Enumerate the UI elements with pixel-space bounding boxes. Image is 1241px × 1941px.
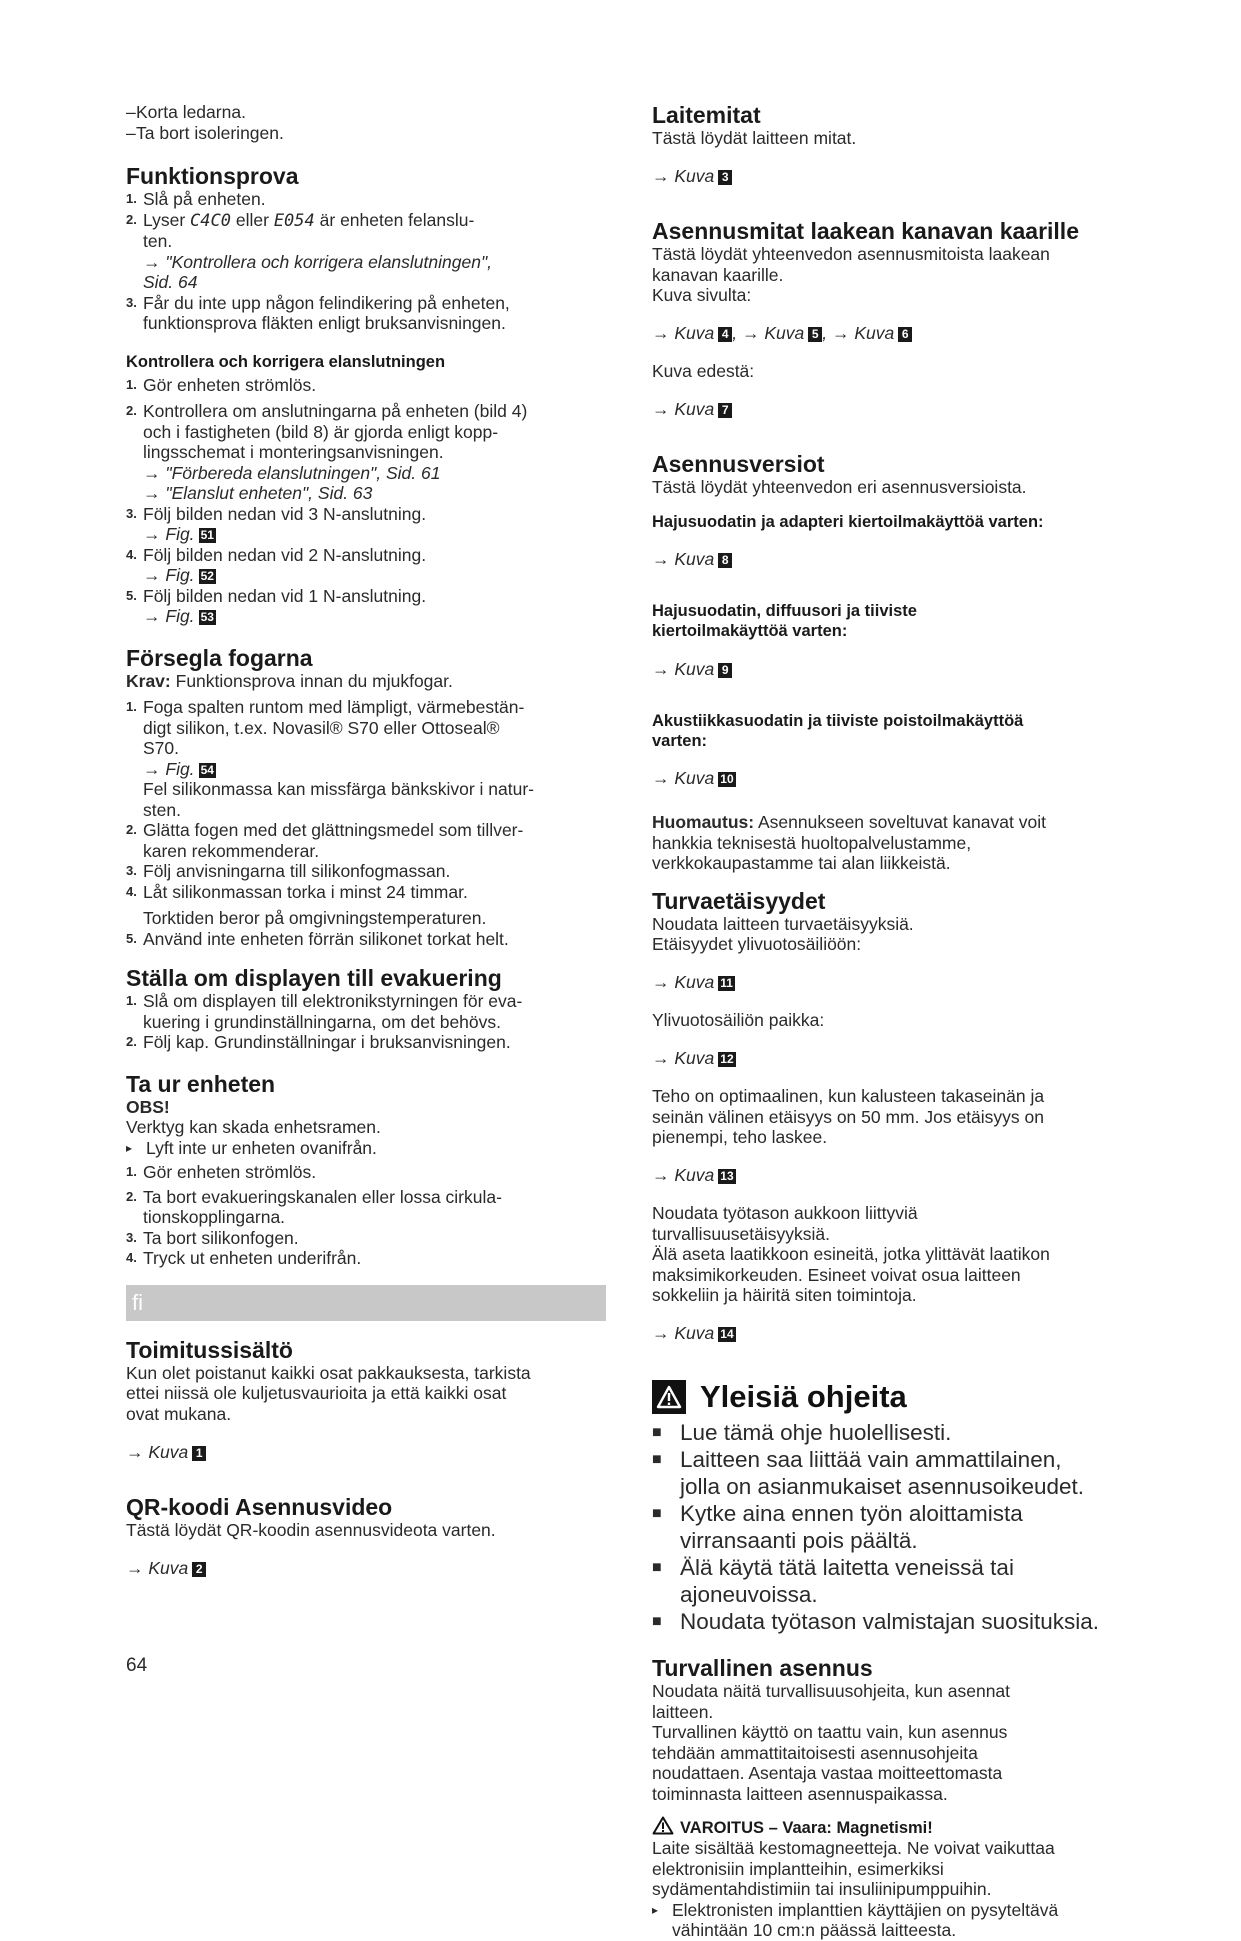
step-note: Torktiden beror på omgivningstemperaturen.: [143, 908, 487, 928]
section-title-funktionsprova: Funktionsprova: [126, 163, 299, 189]
bullet-list: [652, 1419, 1132, 1635]
language-bar: fi: [126, 1285, 606, 1321]
figure-badge: 12: [720, 1052, 734, 1066]
section-title-asennusmitat: Asennusmitat laakean kanavan kaarille: [652, 218, 1079, 244]
section-title-taur: Ta ur enheten: [126, 1070, 276, 1097]
section-title-turvallinen: Turvallinen asennus: [652, 1655, 873, 1681]
step-item: 5. Följ bilden nedan vid 1 N-anslutning. → Fig. 53: [126, 585, 427, 626]
section-title-turvaetaisyydet: Turvaetäisyydet: [652, 887, 826, 914]
step-item: 1. Gör enheten strömlös.: [126, 1162, 317, 1182]
step-item: 4. Låt silikonmassan torka i minst 24 timmar.: [126, 881, 468, 902]
warning-icon: [652, 1380, 686, 1414]
figure-badge: 53: [200, 610, 214, 624]
list-item: ■ Kytke aina ennen työn aloittamista virransaanti pois päältä.: [652, 1501, 1023, 1553]
display-code: E054: [273, 210, 315, 231]
action-item: ▸ Elektronisten implanttien käyttäjien on pysyteltävä vähintään 10 cm:n päässä laitteesta.: [652, 1899, 1059, 1940]
list-item: ■ Noudata työtason valmistajan suosituksia.: [652, 1609, 1099, 1634]
section-title-laitemitat: Laitemitat: [652, 102, 761, 128]
step-item: 1. Slå på enheten.: [126, 189, 266, 209]
subheading: Hajusuodatin ja adapteri kiertoilmakäyttöä varten:: [652, 512, 1044, 531]
figure-badge: 52: [200, 569, 214, 583]
figure-badge: 14: [720, 1327, 734, 1341]
section-title-yleisia: Yleisiä ohjeita: [652, 1379, 1132, 1415]
list-item: ■ Lue tämä ohje huolellisesti.: [652, 1420, 952, 1445]
step-item: 3. Får du inte upp någon felindikering på enheten, funktionsprova fläkten enligt bruksanvisningen.: [126, 292, 510, 333]
section-title-forsegla: Försegla fogarna: [126, 644, 313, 671]
step-item: 1. Foga spalten runtom med lämpligt, värmebestän- digt silikon, t.ex. Novasil® S70 eller Ottoseal® S70. → Fig. 54 Fel silikonmassa kan missfärga bänkskivor i natur- sten.: [126, 697, 534, 820]
step-item: 5. Använd inte enheten förrän silikonet torkat helt.: [126, 928, 509, 949]
section-title-toimitus: Toimitussisältö: [126, 1336, 293, 1363]
display-code: C4C0: [190, 210, 231, 231]
figure-badge: 3: [718, 170, 732, 185]
figure-badge: 54: [200, 762, 214, 777]
figure-badge: 7: [718, 403, 732, 418]
figure-badge: 5: [808, 327, 822, 342]
list-item: ■ Laitteen saa liittää vain ammattilainen, jolla on asianmukaiset asennusoikeudet.: [652, 1447, 1085, 1499]
figure-badge: 10: [720, 772, 734, 786]
figure-badge: 11: [720, 976, 733, 990]
step-item: 1. Gör enheten strömlös.: [126, 374, 317, 395]
figure-badge: 4: [718, 327, 732, 342]
section-title-kontrollera: Kontrollera och korrigera elanslutningen: [126, 352, 446, 371]
figure-badge: 13: [720, 1169, 734, 1183]
step-item: 4. Följ bilden nedan vid 2 N-anslutning. → Fig. 52: [126, 544, 427, 585]
step-item: 3. Följ bilden nedan vid 3 N-anslutning. → Fig. 51: [126, 503, 427, 544]
figure-badge: 1: [192, 1446, 206, 1461]
list-item: ■ Älä käytä tätä laitetta veneissä tai ajoneuvoissa.: [652, 1555, 1014, 1607]
step-item: 2. Följ kap. Grundinställningar i bruksanvisningen.: [126, 1032, 511, 1052]
subheading: Akustiikkasuodatin ja tiiviste poistoilmakäyttöä varten:: [652, 711, 1024, 750]
step-item: 2. Ta bort evakueringskanalen eller lossa cirkula- tionskopplingarna.: [126, 1186, 502, 1227]
right-column: Laitemitat Tästä löydät laitteen mitat. → Kuva 3 Asennusmitat laakean kanavan kaarille Tästä löydät yhteenvedon asennusmitoista laakean kanavan kaarille. Kuva sivulta: → Kuva 4 , → Kuva 5 , → Kuva 6 Kuva edestä: → Kuva 7 Asennusversiot Tästä löydät yhteenvedon eri asennusversioista. Hajusuodatin ja adapteri kiertoilmakäyttöä varten: → Kuva 8 Hajusuodatin, diffuusori ja tiiviste kiertoilmakäyttöä varten: → Kuva 9 Akustiikkasuodatin ja tiiviste poistoilmakäyttöä varten: → Kuva 10 Huomautus: Asennukseen soveltuvat kanavat voit hankkia teknisestä huoltopalvelustamme, verkkokaupastamme tai alan liikkeistä. Turvaetäisyydet Noudata laitteen turvaetäisyyksiä. Etäisyydet ylivuotosäiliöön: → Kuva 11 Ylivuotosäiliön paikka: → Kuva 12 Teho on optimaalinen, kun kalusteen takaseinän ja seinän välinen etäisyys on 50 mm. Jos etäisyys on pienempi, teho laskee. → Kuva 13 Noudata työtason aukkoon liittyviä turvallisuusetäisyyksiä. Älä aseta laatikkoon esineitä, jotka ylittävät laatikon maksimikorkeuden. Esineet voivat osua laitteen sokkeliin ja häiritä siten toimintoja. → Kuva 14 Yleisiä ohjeita ■ Lue tämä ohje huolellisesti. ■ Laitteen saa liittää vain ammattilainen, jolla on asianmukaiset asennusoikeudet. ■ Kytke aina ennen työn aloittamista virransaanti pois päältä. ■ Älä käytä tätä laitetta veneissä tai ajoneuvoissa. ■ Noudata työtason valmistajan suosituksia. Turvallinen asennus Noudata näitä turvallisuusohjeita, kun asennat laitteen. Turvallinen käyttö on taattu vain, kun asennus tehdään ammattitaitoisesti asennusohjeita noudattaen. Asentaja vastaa moitteettomasta toiminnasta laitteen asennuspaikassa. VAROITUS – Vaara: Magnetismi! Laite sisältää kestomagneetteja. Ne voivat vaikuttaa elektronisiin implantteihin, esimerkiksi sydämentahdistimiin tai insuliinipumppuihin. ▸ Elektronisten implanttien käyttäjien on pysyteltävä vähintään 10 cm:n päässä laitteesta.: [652, 102, 1132, 1941]
notice-label: OBS!: [126, 1096, 170, 1117]
step-item: 1. Slå om displayen till elektronikstyrningen för eva- kuering i grundinställningarna, om det behövs.: [126, 991, 523, 1032]
figure-badge: 2: [192, 1562, 206, 1577]
step-item: 3. Ta bort silikonfogen.: [126, 1227, 299, 1248]
step-item: 2. Glätta fogen med det glättningsmedel som tillver- karen rekommenderar.: [126, 820, 524, 861]
step-item: 4. Tryck ut enheten underifrån.: [126, 1248, 362, 1268]
figure-badge: 9: [718, 663, 732, 678]
step-item: – Korta ledarna.: [126, 102, 246, 122]
left-column: – Korta ledarna. – Ta bort isoleringen. Funktionsprova 1. Slå på enheten. 2. Lyser C4C0 eller E054 är enheten felanslu- ten. → "Kontrollera och korrigera elanslutningen", Sid. 64 3. Får du inte upp någon felindikering på enheten, funktionsprova fläkten enligt bruksanvisningen. Kontrollera och korrigera elanslutningen 1. Gör enheten strömlös. 2. Kontrollera om anslutningarna på enheten (bild 4) och i fastigheten (bild 8) är gjorda enligt kopp- lingsschemat i monteringsanvisningen. → "Förbereda elanslutningen", Sid. 61 → "Elanslut enheten", Sid. 63 3. Följ bilden nedan vid 3 N-anslutning. → Fig. 51 4. Följ bilden nedan vid 2 N-anslutning. → Fig. 52 5. Följ bilden nedan vid 1 N-anslutning. → Fig. 53 Försegla fogarna Krav: Funktionsprova innan du mjukfogar. 1. Foga spalten runtom med lämpligt, värmebestän- digt silikon, t.ex. Novasil® S70 eller Ottoseal® S70. → Fig. 54 Fel silikonmassa kan missfärga bänkskivor i natur- sten. 2. Glätta fogen med det glättningsmedel som tillver- karen rekommenderar. 3. Följ anvisningarna till silikonfogmassan. 4. Låt silikonmassan torka i minst 24 timmar. Torktiden beror på omgivningstemperaturen. 5. Använd inte enheten förrän silikonet torkat helt. Ställa om displayen till evakuering 1. Slå om displayen till elektronikstyrningen för eva- kuering i grundinställningarna, om det behövs. 2. Följ kap. Grundinställningar i bruksanvisningen. Ta ur enheten OBS! Verktyg kan skada enhetsramen. ▸ Lyft inte ur enheten ovanifrån. 1. Gör enheten strömlös. 2. Ta bort evakueringskanalen eller lossa cirkula- tionskopplingarna. 3. Ta bort silikonfogen. 4. Tryck ut enheten underifrån. fi Toimitussisältö Kun olet poistanut kaikki osat pakkauksesta, tarkista ettei niissä ole kuljetusvaurioita ja että kaikki osat ovat mukana. → Kuva 1 QR-koodi Asennusvideo Tästä löydät QR-koodin asennusvideota varten. → Kuva 2: [126, 102, 606, 1596]
subheading: Hajusuodatin, diffuusori ja tiiviste kiertoilmakäyttöä varten:: [652, 602, 917, 640]
step-item: 3. Följ anvisningarna till silikonfogmassan.: [126, 861, 451, 881]
section-title-stalla: Ställa om displayen till evakuering: [126, 965, 502, 991]
figure-badge: 8: [718, 553, 732, 568]
page-number: 64: [126, 1655, 148, 1676]
figure-badge: 51: [200, 528, 214, 542]
warning-triangle-icon: [652, 1816, 674, 1835]
figure-badge: 6: [898, 327, 912, 342]
step-item: 2. Lyser C4C0 eller E054 är enheten felanslu- ten. → "Kontrollera och korrigera elanslutningen", Sid. 64: [126, 209, 493, 292]
section-title-qr: QR-koodi Asennusvideo: [126, 1493, 393, 1520]
step-item: 2. Kontrollera om anslutningarna på enheten (bild 4) och i fastigheten (bild 8) är gjorda enligt kopp- lingsschemat i monteringsanvisningen. → "Förbereda elanslutningen", Sid. 61 → "Elanslut enheten", Sid. 63: [126, 401, 528, 503]
warning-heading: VAROITUS – Vaara: Magnetismi!: [652, 1816, 1132, 1838]
section-title-asennusversiot: Asennusversiot: [652, 451, 825, 477]
step-item: – Ta bort isoleringen.: [126, 122, 284, 143]
action-item: ▸ Lyft inte ur enheten ovanifrån.: [126, 1137, 377, 1158]
